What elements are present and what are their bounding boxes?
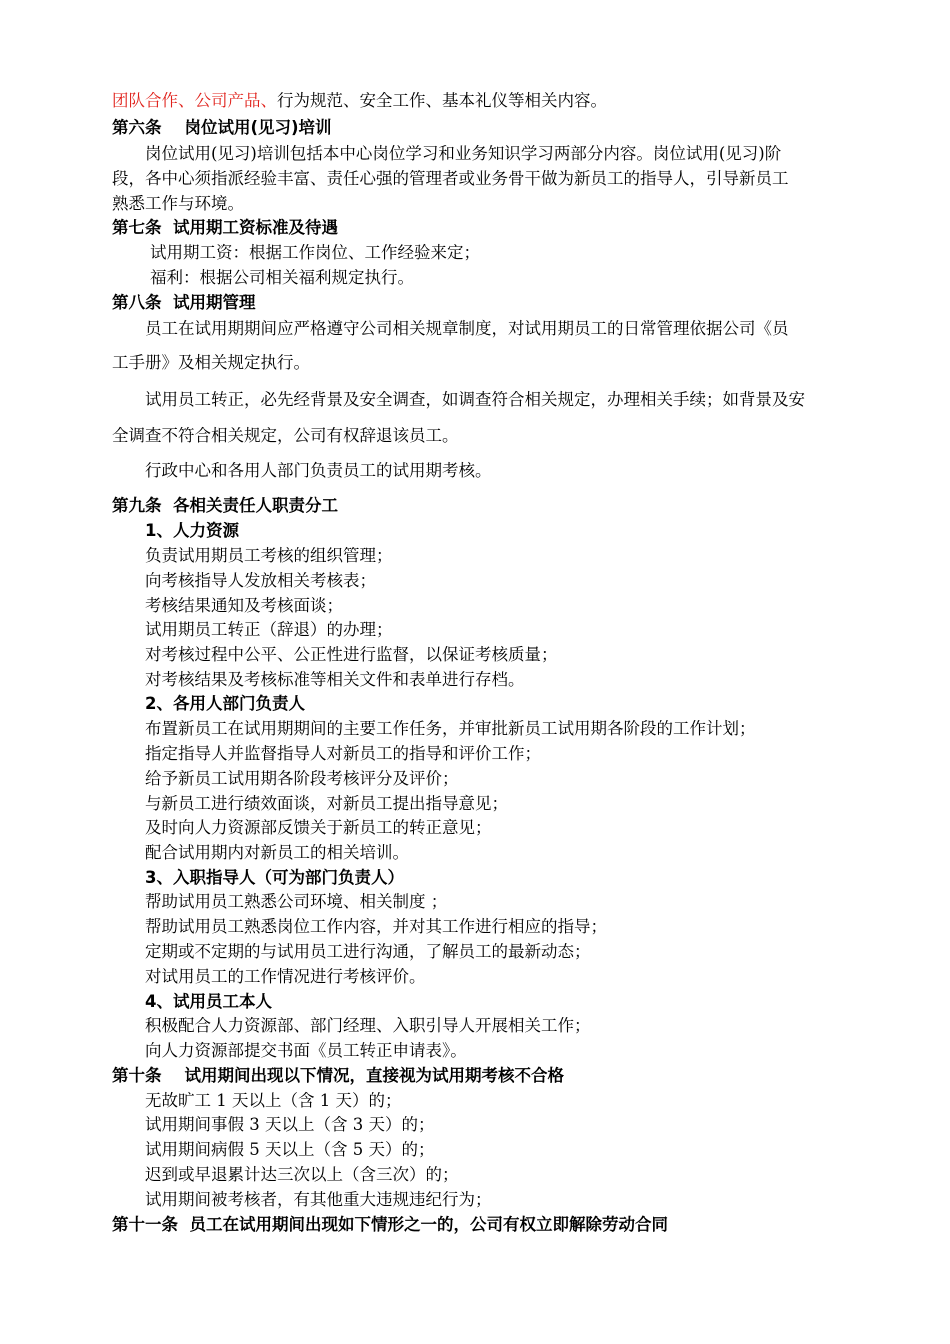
- article-9-item: 负责试用期员工考核的组织管理；: [145, 546, 393, 565]
- article-6-line: 岗位试用(见习)培训包括本中心岗位学习和业务知识学习两部分内容。岗位试用(见习)阶: [145, 144, 782, 163]
- article-10-item: 无故旷工 1 天以上（含 1 天）的；: [145, 1091, 402, 1110]
- article-8-line: 行政中心和各用人部门负责员工的试用期考核。: [145, 461, 492, 480]
- article-9-heading: 第九条 各相关责任人职责分工: [112, 496, 338, 515]
- article-8-line: 全调查不符合相关规定，公司有权辞退该员工。: [112, 426, 459, 445]
- article-9-item: 与新员工进行绩效面谈，对新员工提出指导意见；: [145, 794, 508, 813]
- article-8-line: 员工在试用期期间应严格遵守公司相关规章制度，对试用期员工的日常管理依据公司《员: [145, 319, 789, 338]
- article-11-heading: 第十一条 员工在试用期间出现如下情形之一的，公司有权立即解除劳动合同: [112, 1215, 668, 1234]
- intro-red-sep-1: 、: [178, 91, 195, 110]
- article-9-item: 向考核指导人发放相关考核表；: [145, 571, 376, 590]
- article-9-item: 帮助试用员工熟悉岗位工作内容，并对其工作进行相应的指导；: [145, 917, 607, 936]
- article-9-item: 布置新员工在试用期期间的主要工作任务，并审批新员工试用期各阶段的工作计划；: [145, 719, 756, 738]
- article-9-section-title: 1、人力资源: [145, 521, 239, 540]
- article-6-line: 熟悉工作与环境。: [112, 194, 244, 213]
- intro-line: [112, 90, 607, 112]
- intro-rest: 行为规范、安全工作、基本礼仪等相关内容。: [277, 91, 607, 110]
- article-9-item: 帮助试用员工熟悉公司环境、相关制度 ；: [145, 892, 448, 911]
- article-10-item: 试用期间病假 5 天以上（含 5 天）的；: [145, 1140, 435, 1159]
- article-9-item: 对考核过程中公平、公正性进行监督，以保证考核质量；: [145, 645, 558, 664]
- article-6-line: 段，各中心须指派经验丰富、责任心强的管理者或业务骨干做为新员工的指导人，引导新员工: [112, 169, 789, 188]
- article-8-heading: 第八条 试用期管理: [112, 293, 256, 312]
- article-9-item: 对试用员工的工作情况进行考核评价。: [145, 967, 426, 986]
- article-9-item: 向人力资源部提交书面《员工转正申请表》。: [145, 1041, 467, 1060]
- article-10-item: 试用期间被考核者，有其他重大违规违纪行为；: [145, 1190, 492, 1209]
- article-10-heading: 第十条 试用期间出现以下情况，直接视为试用期考核不合格: [112, 1066, 564, 1085]
- article-7-line: 试用期工资：根据工作岗位、工作经验来定；: [150, 243, 480, 262]
- article-9-item: 积极配合人力资源部、部门经理、入职引导人开展相关工作；: [145, 1016, 591, 1035]
- article-8-line: 工手册》及相关规定执行。: [112, 353, 310, 372]
- article-6-heading: 第六条 岗位试用(见习)培训: [112, 118, 332, 137]
- article-9-item: 对考核结果及考核标准等相关文件和表单进行存档。: [145, 670, 525, 689]
- article-10-item: 迟到或早退累计达三次以上（含三次）的；: [145, 1165, 459, 1184]
- intro-red-1: 团队合作: [112, 91, 178, 110]
- article-9-item: 配合试用期内对新员工的相关培训。: [145, 843, 409, 862]
- article-7-heading: 第七条 试用期工资标准及待遇: [112, 218, 338, 237]
- article-9-item: 定期或不定期的与试用员工进行沟通，了解员工的最新动态；: [145, 942, 591, 961]
- article-8-line: 试用员工转正，必先经背景及安全调查，如调查符合相关规定，办理相关手续；如背景及安: [145, 390, 805, 409]
- article-9-item: 给予新员工试用期各阶段考核评分及评价；: [145, 769, 459, 788]
- article-7-line: 福利：根据公司相关福利规定执行。: [150, 268, 414, 287]
- article-10-item: 试用期间事假 3 天以上（含 3 天）的；: [145, 1115, 435, 1134]
- article-9-section-title: 2、各用人部门负责人: [145, 694, 305, 713]
- article-9-item: 试用期员工转正（辞退）的办理；: [145, 620, 393, 639]
- intro-red-2: 公司产品: [194, 91, 261, 110]
- article-9-section-title: 4、试用员工本人: [145, 992, 272, 1011]
- article-9-item: 考核结果通知及考核面谈；: [145, 596, 343, 615]
- article-9-section-title: 3、入职指导人（可为部门负责人）: [145, 868, 404, 887]
- article-9-item: 及时向人力资源部反馈关于新员工的转正意见；: [145, 818, 492, 837]
- intro-red-sep-2: 、: [260, 91, 277, 110]
- article-9-item: 指定指导人并监督指导人对新员工的指导和评价工作；: [145, 744, 541, 763]
